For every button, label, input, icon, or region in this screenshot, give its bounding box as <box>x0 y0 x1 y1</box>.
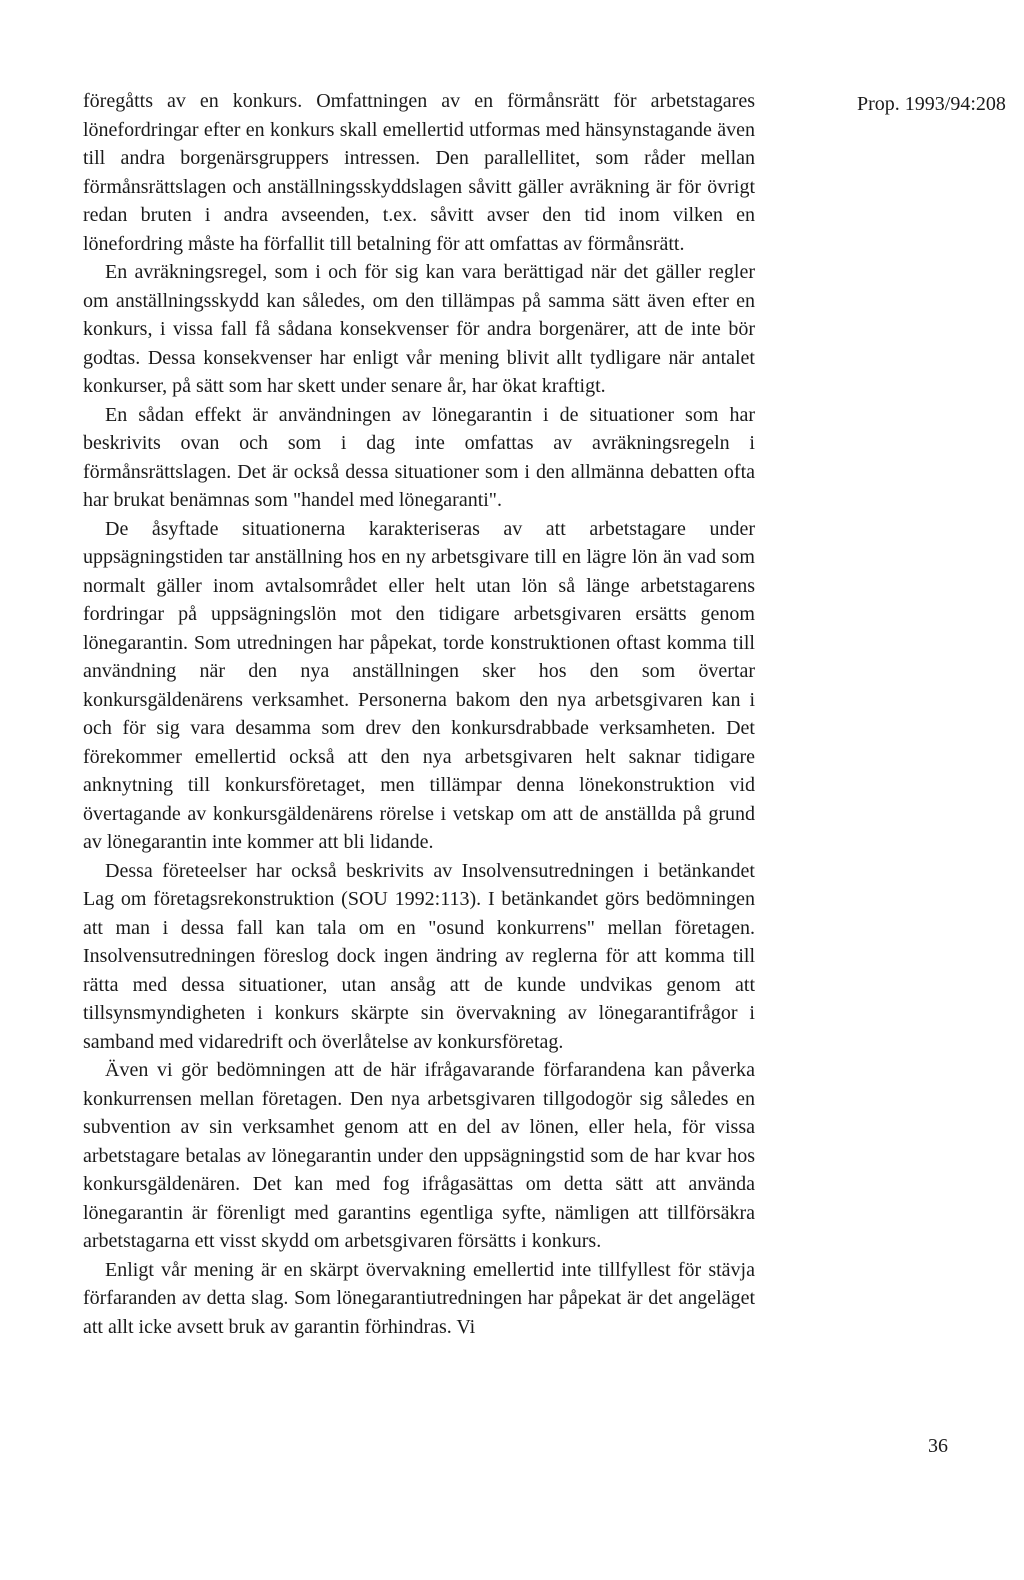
paragraph: En sådan effekt är användningen av lönegarantin i de situationer som har beskrivits ovan och som i dag inte omfattas av avräkningsregeln i förmånsrättslagen. Det är också dessa situationer som i den allmänna debatten ofta har brukat benämnas som "handel med lönegaranti". <box>83 403 755 511</box>
page-number: 36 <box>928 1435 948 1457</box>
body-text <box>83 87 755 1341</box>
margin-reference: Prop. 1993/94:208 <box>857 93 1006 115</box>
paragraph: Enligt vår mening är en skärpt övervakning emellertid inte tillfyllest för stävja förfaranden av detta slag. Som lönegarantiutredningen har påpekat är det angeläget att allt icke avsett bruk av garantin förhindras. Vi <box>83 1258 755 1338</box>
paragraph: De åsyftade situationerna karakteriseras av att arbetstagare under uppsägningstiden tar anställning hos en ny arbetsgivare till en lägre lön än vad som normalt gäller inom avtalsområdet eller helt utan lön så länge arbetstagarens fordringar på uppsägningslön mot den tidigare arbetsgivaren ersätts genom lönegarantin. Som utredningen har påpekat, torde konstruktionen oftast komma till användning när den nya anställningen sker hos den som övertar konkursgäldenärens verksamhet. Personerna bakom den nya arbetsgivaren kan i och för sig vara desamma som drev den konkursdrabbade verksamheten. Det förekommer emellertid också att den nya arbetsgivaren helt saknar tidigare anknytning till konkursföretaget, men tillämpar denna lönekonstruktion vid övertagande av konkursgäldenärens rörelse i vetskap om att de anställda på grund av lönegarantin inte kommer att bli lidande. <box>83 517 755 853</box>
paragraph: Dessa företeelser har också beskrivits av Insolvensutredningen i betänkandet Lag om företagsrekonstruktion (SOU 1992:113). I betänkandet görs bedömningen att man i dessa fall kan tala om en "osund konkurrens" mellan företagen. Insolvensutredningen föreslog dock ingen ändring av reglerna för att komma till rätta med dessa situationer, utan ansåg att de kunde undvikas genom att tillsynsmyndigheten i konkurs skärpte sin övervakning av lönegarantifrågor i samband med vidaredrift och överlåtelse av konkursföretag. <box>83 859 755 1053</box>
paragraph: Även vi gör bedömningen att de här ifrågavarande förfarandena kan påverka konkurrensen mellan företagen. Den nya arbetsgivaren tillgodogör sig således en subvention av sin verksamhet genom att en del av lönen, eller hela, för vissa arbetstagare betalas av lönegarantin under den uppsägningstid som de har kvar hos konkursgäldenären. Det kan med fog ifrågasättas om detta sätt att använda lönegarantin är förenligt med garantins egentliga syfte, nämligen att tillförsäkra arbetstagarna ett visst skydd om arbetsgivaren försätts i konkurs. <box>83 1059 755 1252</box>
paragraph: En avräkningsregel, som i och för sig kan vara berättigad när det gäller regler om anställningsskydd kan således, om den tillämpas på samma sätt även efter en konkurs, i vissa fall få sådana konsekvenser för andra borgenärer, att de inte bör godtas. Dessa konsekvenser har enligt vår mening blivit allt tydligare när antalet konkurser, på sätt som har skett under senare år, har ökat kraftigt. <box>83 261 755 397</box>
paragraph-continuation: föregåtts av en konkurs. Omfattningen av en förmånsrätt för arbetstagares lönefordringar efter en konkurs skall emellertid utformas med hänsynstagande även till andra borgenärsgruppers intressen. Den parallellitet, som råder mellan förmånsrättslagen och anställningsskyddslagen såvitt gäller avräkning är för övrigt redan bruten i andra avseenden, t.ex. såvitt avser den tid inom vilken en lönefordring måste ha förfallit till betalning för att omfattas av förmånsrätt. <box>83 90 755 255</box>
